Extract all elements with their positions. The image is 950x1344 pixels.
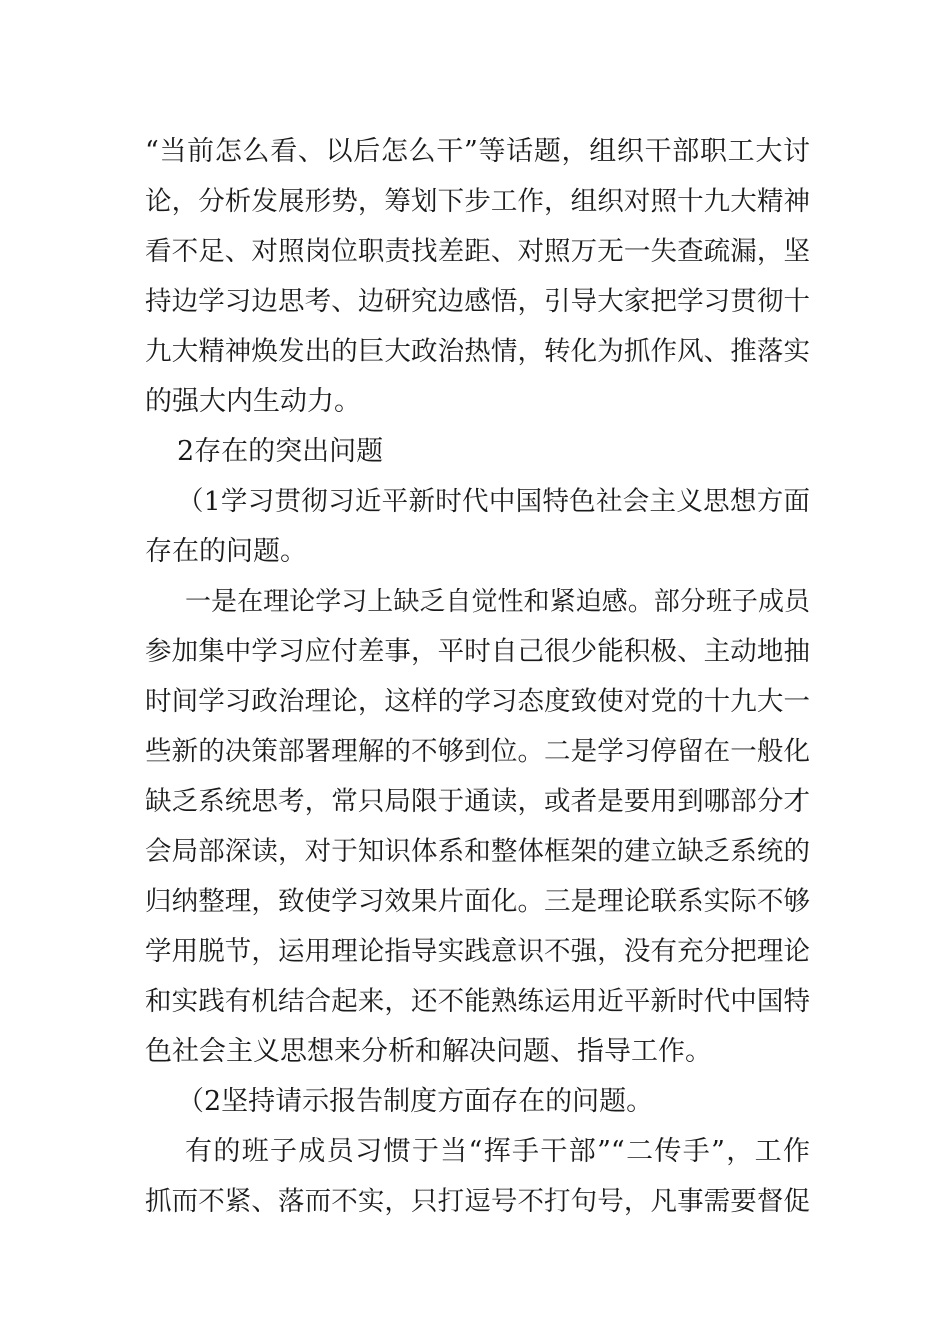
body-text-line: 学用脱节，运用理论指导实践意识不强，没有充分把理论 <box>145 936 810 967</box>
body-text-line: 些新的决策部署理解的不够到位。二是学习停留在一般化 <box>145 736 810 767</box>
body-text-line: 一是在理论学习上缺乏自觉性和紧迫感。部分班子成员 <box>185 587 810 617</box>
body-text-line: 论，分析发展形势，筹划下步工作，组织对照十九大精神 <box>145 186 810 217</box>
body-text-line: 有的班子成员习惯于当“挥手干部”“二传手”，工作 <box>185 1136 810 1167</box>
body-text-line: 和实践有机结合起来，还不能熟练运用近平新时代中国特 <box>145 986 810 1017</box>
body-text-line: （1学习贯彻习近平新时代中国特色社会主义思想方面 <box>177 486 810 517</box>
body-text-line: 抓而不紧、落而不实，只打逗号不打句号，凡事需要督促 <box>145 1186 810 1217</box>
body-text-line: 持边学习边思考、边研究边感悟，引导大家把学习贯彻十 <box>145 286 810 317</box>
body-text-line: 时间学习政治理论，这样的学习态度致使对党的十九大一 <box>145 686 810 717</box>
body-text-line: 缺乏系统思考，常只局限于通读，或者是要用到哪部分才 <box>145 786 810 817</box>
body-text-line: 参加集中学习应付差事，平时自己很少能积极、主动地抽 <box>145 636 810 667</box>
body-text-line: 色社会主义思想来分析和解决问题、指导工作。 <box>145 1036 712 1067</box>
body-text-line: 的强大内生动力。 <box>145 386 361 417</box>
body-text-line: “当前怎么看、以后怎么干”等话题，组织干部职工大讨 <box>145 136 810 167</box>
body-text-line: 存在的问题。 <box>145 536 307 567</box>
body-text-line: 看不足、对照岗位职责找差距、对照万无一失查疏漏，坚 <box>145 236 810 267</box>
body-text-line: 会局部深读，对于知识体系和整体框架的建立缺乏系统的 <box>145 836 810 867</box>
body-text-line: 九大精神焕发出的巨大政治热情，转化为抓作风、推落实 <box>145 336 810 367</box>
section-heading: 2存在的突出问题 <box>177 436 384 467</box>
section-heading: （2坚持请示报告制度方面存在的问题。 <box>177 1086 654 1117</box>
body-text-line: 归纳整理，致使学习效果片面化。三是理论联系实际不够 <box>145 886 810 917</box>
